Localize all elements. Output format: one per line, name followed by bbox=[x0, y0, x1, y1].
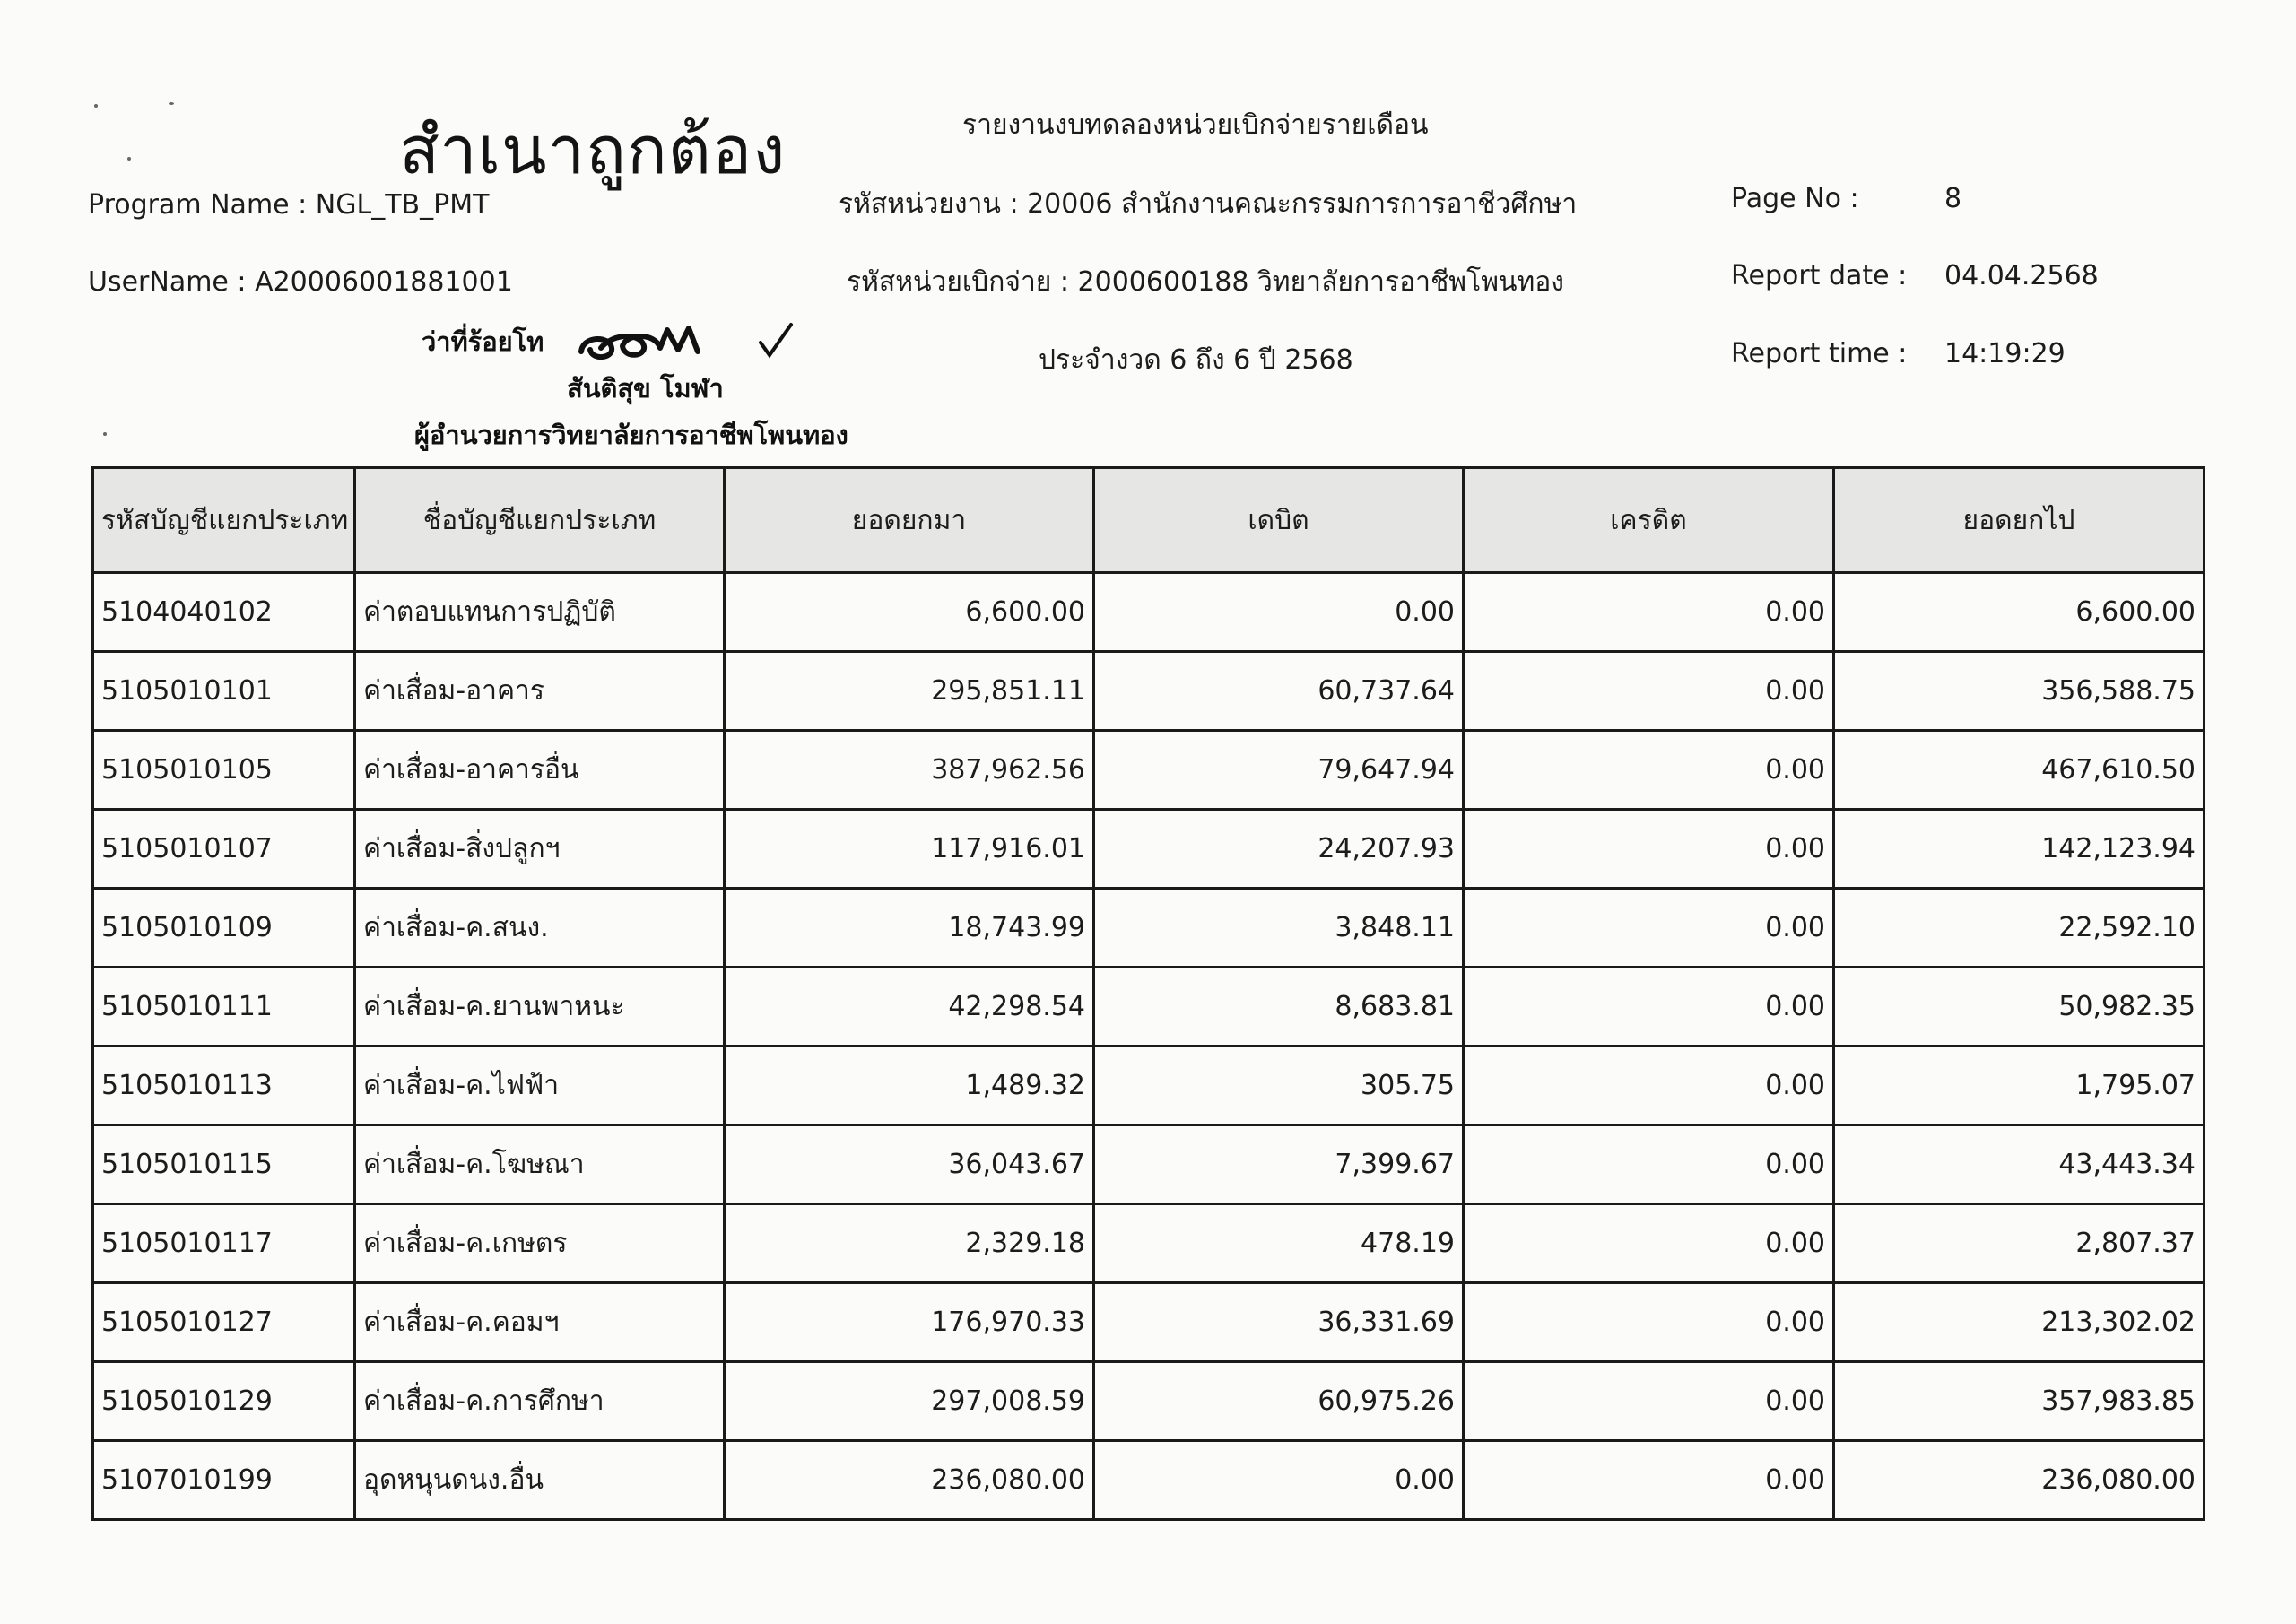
carried-forward: 213,302.02 bbox=[1834, 1283, 2205, 1362]
credit: 0.00 bbox=[1464, 968, 1834, 1046]
report-date-value: 04.04.2568 bbox=[1944, 260, 2099, 291]
debit: 3,848.11 bbox=[1094, 889, 1464, 968]
program-name: Program Name : NGL_TB_PMT bbox=[88, 189, 490, 221]
handwritten-signature bbox=[574, 316, 807, 369]
table-row bbox=[93, 652, 2205, 731]
page-no-label: Page No : bbox=[1731, 183, 1859, 214]
carried-forward: 356,588.75 bbox=[1834, 652, 2205, 731]
account-code: 5105010111 bbox=[93, 968, 355, 1046]
carried-forward: 236,080.00 bbox=[1834, 1441, 2205, 1520]
header-account-code: รหัสบัญชีแยกประเภท bbox=[93, 468, 355, 573]
account-name: ค่าเสื่อม-สิ่งปลูกฯ bbox=[355, 810, 725, 889]
scan-speck bbox=[103, 432, 107, 436]
trial-balance-table bbox=[91, 466, 2205, 1521]
account-name: ค่าเสื่อม-ค.สนง. bbox=[355, 889, 725, 968]
account-code: 5105010117 bbox=[93, 1204, 355, 1283]
report-period: ประจำงวด 6 ถึง 6 ปี 2568 bbox=[1039, 344, 1353, 376]
credit: 0.00 bbox=[1464, 1441, 1834, 1520]
debit: 8,683.81 bbox=[1094, 968, 1464, 1046]
page-no-value: 8 bbox=[1944, 183, 1962, 214]
carried-forward: 467,610.50 bbox=[1834, 731, 2205, 810]
account-name: ค่าเสื่อม-ค.เกษตร bbox=[355, 1204, 725, 1283]
disburse-unit: รหัสหน่วยเบิกจ่าย : 2000600188 วิทยาลัยการอาชีพโพนทอง bbox=[847, 266, 1564, 298]
report-date-label: Report date : bbox=[1731, 260, 1908, 291]
unit-code: รหัสหน่วยงาน : 20006 สำนักงานคณะกรรมการการอาชีวศึกษา bbox=[839, 188, 1578, 220]
account-code: 5105010113 bbox=[93, 1046, 355, 1125]
table-row bbox=[93, 573, 2205, 652]
brought-forward: 42,298.54 bbox=[725, 968, 1094, 1046]
carried-forward: 142,123.94 bbox=[1834, 810, 2205, 889]
account-code: 5105010101 bbox=[93, 652, 355, 731]
account-name: ค่าเสื่อม-ค.ไฟฟ้า bbox=[355, 1046, 725, 1125]
account-code: 5104040102 bbox=[93, 573, 355, 652]
credit: 0.00 bbox=[1464, 652, 1834, 731]
table-row bbox=[93, 731, 2205, 810]
debit: 7,399.67 bbox=[1094, 1125, 1464, 1204]
table-row bbox=[93, 1046, 2205, 1125]
brought-forward: 1,489.32 bbox=[725, 1046, 1094, 1125]
account-code: 5107010199 bbox=[93, 1441, 355, 1520]
table-row bbox=[93, 968, 2205, 1046]
brought-forward: 387,962.56 bbox=[725, 731, 1094, 810]
table-row bbox=[93, 1362, 2205, 1441]
account-name: ค่าตอบแทนการปฏิบัติ bbox=[355, 573, 725, 652]
debit: 0.00 bbox=[1094, 1441, 1464, 1520]
scan-speck bbox=[94, 104, 98, 108]
account-name: ค่าเสื่อม-ค.ยานพาหนะ bbox=[355, 968, 725, 1046]
carried-forward: 2,807.37 bbox=[1834, 1204, 2205, 1283]
table-row bbox=[93, 810, 2205, 889]
signer-rank: ว่าที่ร้อยโท bbox=[422, 326, 544, 357]
credit: 0.00 bbox=[1464, 1204, 1834, 1283]
table-row bbox=[93, 1204, 2205, 1283]
table-row bbox=[93, 889, 2205, 968]
debit: 60,737.64 bbox=[1094, 652, 1464, 731]
account-name: ค่าเสื่อม-ค.คอมฯ bbox=[355, 1283, 725, 1362]
scan-speck bbox=[127, 157, 131, 161]
debit: 36,331.69 bbox=[1094, 1283, 1464, 1362]
carried-forward: 50,982.35 bbox=[1834, 968, 2205, 1046]
header-carried-forward: ยอดยกไป bbox=[1834, 468, 2205, 573]
credit: 0.00 bbox=[1464, 1283, 1834, 1362]
account-code: 5105010105 bbox=[93, 731, 355, 810]
carried-forward: 357,983.85 bbox=[1834, 1362, 2205, 1441]
debit: 0.00 bbox=[1094, 573, 1464, 652]
carried-forward: 43,443.34 bbox=[1834, 1125, 2205, 1204]
user-name: UserName : A20006001881001 bbox=[88, 266, 513, 298]
account-name: ค่าเสื่อม-อาคารอื่น bbox=[355, 731, 725, 810]
header-account-name: ชื่อบัญชีแยกประเภท bbox=[355, 468, 725, 573]
carried-forward: 1,795.07 bbox=[1834, 1046, 2205, 1125]
account-name: ค่าเสื่อม-ค.โฆษณา bbox=[355, 1125, 725, 1204]
report-time-label: Report time : bbox=[1731, 338, 1908, 369]
signer-position: ผู้อำนวยการวิทยาลัยการอาชีพโพนทอง bbox=[414, 420, 848, 450]
account-code: 5105010129 bbox=[93, 1362, 355, 1441]
table-header-row bbox=[93, 468, 2205, 573]
account-name: อุดหนุนดนง.อื่น bbox=[355, 1441, 725, 1520]
brought-forward: 18,743.99 bbox=[725, 889, 1094, 968]
brought-forward: 236,080.00 bbox=[725, 1441, 1094, 1520]
debit: 79,647.94 bbox=[1094, 731, 1464, 810]
debit: 60,975.26 bbox=[1094, 1362, 1464, 1441]
debit: 478.19 bbox=[1094, 1204, 1464, 1283]
credit: 0.00 bbox=[1464, 810, 1834, 889]
account-code: 5105010127 bbox=[93, 1283, 355, 1362]
brought-forward: 2,329.18 bbox=[725, 1204, 1094, 1283]
brought-forward: 6,600.00 bbox=[725, 573, 1094, 652]
credit: 0.00 bbox=[1464, 1362, 1834, 1441]
account-code: 5105010109 bbox=[93, 889, 355, 968]
credit: 0.00 bbox=[1464, 889, 1834, 968]
signer-name: สันติสุข โมฬา bbox=[567, 373, 724, 404]
table-row bbox=[93, 1441, 2205, 1520]
account-code: 5105010107 bbox=[93, 810, 355, 889]
debit: 24,207.93 bbox=[1094, 810, 1464, 889]
report-time-value: 14:19:29 bbox=[1944, 338, 2066, 369]
account-code: 5105010115 bbox=[93, 1125, 355, 1204]
carried-forward: 22,592.10 bbox=[1834, 889, 2205, 968]
brought-forward: 36,043.67 bbox=[725, 1125, 1094, 1204]
account-name: ค่าเสื่อม-อาคาร bbox=[355, 652, 725, 731]
debit: 305.75 bbox=[1094, 1046, 1464, 1125]
scan-speck bbox=[169, 102, 174, 105]
brought-forward: 295,851.11 bbox=[725, 652, 1094, 731]
credit: 0.00 bbox=[1464, 1125, 1834, 1204]
credit: 0.00 bbox=[1464, 573, 1834, 652]
header-debit: เดบิต bbox=[1094, 468, 1464, 573]
brought-forward: 117,916.01 bbox=[725, 810, 1094, 889]
report-title: รายงานงบทดลองหน่วยเบิกจ่ายรายเดือน bbox=[962, 109, 1429, 141]
brought-forward: 176,970.33 bbox=[725, 1283, 1094, 1362]
header-brought-forward: ยอดยกมา bbox=[725, 468, 1094, 573]
credit: 0.00 bbox=[1464, 1046, 1834, 1125]
table-row bbox=[93, 1283, 2205, 1362]
header-credit: เครดิต bbox=[1464, 468, 1834, 573]
credit: 0.00 bbox=[1464, 731, 1834, 810]
certified-copy-stamp: สำเนาถูกต้อง bbox=[399, 112, 787, 189]
carried-forward: 6,600.00 bbox=[1834, 573, 2205, 652]
brought-forward: 297,008.59 bbox=[725, 1362, 1094, 1441]
account-name: ค่าเสื่อม-ค.การศึกษา bbox=[355, 1362, 725, 1441]
table-row bbox=[93, 1125, 2205, 1204]
